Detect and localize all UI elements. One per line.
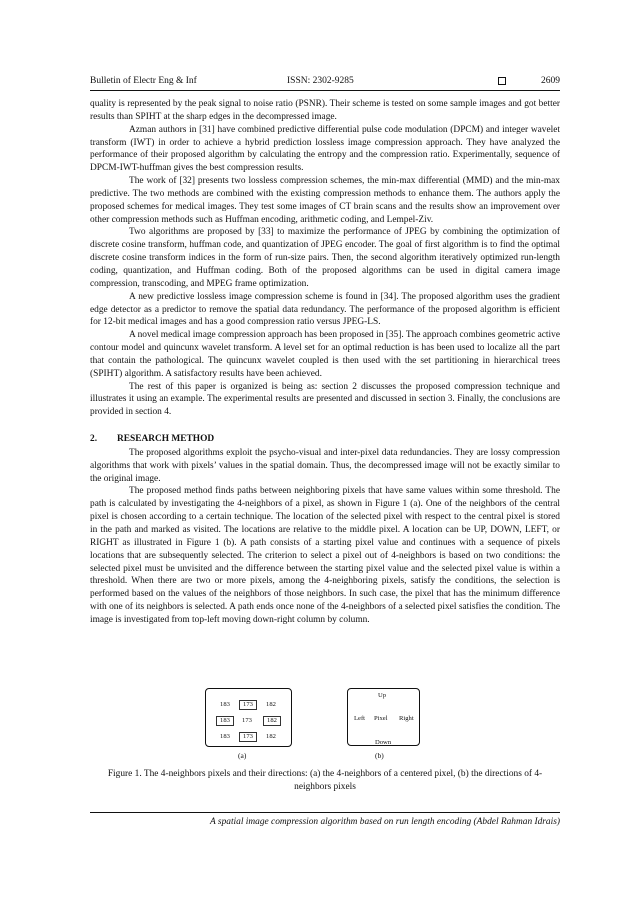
grid-cell: 183 (220, 701, 230, 708)
direction-up: Up (378, 692, 387, 699)
paragraph: The proposed algorithms exploit the psycho-visual and inter-pixel data redundancies. They are lossy compression algorithms that work with pixels’ values in the spatial domain. Thus, the decompressed image will not be exactly similar to the original image. (90, 447, 560, 484)
section-heading (90, 433, 560, 446)
paragraph: The proposed method finds paths between neighboring pixels that have same values within some threshold. The path is calculated by investigating the 4-neighbors of a pixel, as shown in Figure 1 (a). One of the neighbors of the central pixel is chosen according to a certain technique. The location of the selected pixel with respect to the central pixel is stored in the path and marked as visited. The locations are relative to the middle pixel. A location can be UP, DOWN, LEFT, or RIGHT as illustrated in Figure 1 (b). A path consists of a starting pixel value and continues with a sequence of pixels locations that are subsequently selected. The criterion to select a pixel out of 4-neighbors is based on two conditions: the selected pixel must be unvisited and the difference between the starting pixel value and the selected pixel value is within a threshold. When there are two or more pixels, among the 4-neighboring pixels, satisfy the conditions, the selection is performed based on the values of the neighbors of those neighbors. In such case, the pixel that has the minimum difference with one of its neighbors is selected. A path ends once none of the 4-neighbors of a selected pixel satisfies the condition. The image is investigated from top-left moving down-right column by column. (90, 486, 560, 625)
section-title: RESEARCH METHOD (117, 434, 215, 445)
figure-neighbors-grid (205, 688, 292, 747)
footer-rule (90, 812, 560, 813)
grid-cell-center: 173 (242, 717, 252, 724)
paragraph: Azman authors in [31] have combined predictive differential pulse code modulation (DPCM) and integer wavelet transform (IWT) in order to achieve a hybrid prediction lossless image compression approach. They have analyzed the performance of their proposed algorithm by calculating the entropy and the compression ratio. Experimentally, sequence of DPCM-IWT-huffman gives the best compression results. (90, 124, 560, 174)
paragraph: A new predictive lossless image compression scheme is found in [34]. The proposed algorithm uses the gradient edge detector as a predictor to remove the spatial data redundancy. The performance of the proposed algorithm is efficient for 12-bit medical images and has a good compression ratio versus JPEG-LS. (90, 291, 560, 328)
running-header (90, 76, 560, 90)
subfigure-label-b: (b) (375, 751, 384, 760)
grid-cell-neighbor: 183 (216, 716, 234, 726)
grid-cell-neighbor: 173 (239, 732, 257, 742)
paragraph: The work of [32] presents two lossless compression schemes, the min-max differential (MMD) and the min-max predictive. The two methods are combined with the existing compression methods to enhance them. The authors apply the proposed schemes for medical images. They test some images of CT brain scans and the results show an improvement over other compression methods such as Huffman encoding, arithmetic coding, and Lempel-Ziv. (90, 176, 560, 225)
page-number: 2609 (541, 76, 560, 86)
paragraph: A novel medical image compression approach has been proposed in [35]. The approach combines geometric active contour model and quincunx wavelet transform. A level set for an optimal reduction is has been used to localize all the part that contain the pathological. The quincunx wavelet coupled is then used with the set partitioning in hierarchical trees (SPIHT) algorithm. A satisfactory results have been achieved. (90, 330, 560, 379)
grid-cell-neighbor: 182 (263, 716, 281, 726)
figure-caption: Figure 1. The 4-neighbors pixels and their directions: (a) the 4-neighbors of a centered pixel, (b) the directions of 4-neighbors pixels (107, 769, 543, 792)
grid-cell-neighbor: 173 (239, 700, 257, 710)
paragraph: Two algorithms are proposed by [33] to maximize the performance of JPEG by combining the optimization of discrete cosine transform, huffman code, and quantization of JPEG encoder. The goal of first algorithm is to find the optimal discrete cosine transform indices in the form of run-size pairs. Then, the second algorithm iteratively optimized run-length coding, quantization, and Huffman coding. Both of the proposed algorithms can be used in digital camera image compression, transcoding, and MPEG frame optimization. (90, 227, 560, 289)
grid-cell: 182 (266, 701, 276, 708)
running-footer: A spatial image compression algorithm based on run length encoding (Abdel Rahman Idrais) (210, 817, 560, 827)
direction-down: Down (375, 739, 392, 746)
section-number: 2. (90, 434, 98, 445)
paragraph: The rest of this paper is organized is being as: section 2 discusses the proposed compression technique and illustrates it using an example. The experimental results are presented and discussed in section 3. Finally, the conclusions are provided in section 4. (90, 381, 560, 418)
body-text (90, 98, 560, 627)
subfigure-label-a: (a) (238, 751, 247, 760)
direction-left: Left (354, 715, 365, 722)
direction-center: Pixel (374, 715, 388, 722)
paragraph: quality is represented by the peak signal to noise ratio (PSNR). Their scheme is tested on some sample images and got better results than SPIHT at the sharp edges in the decompressed image. (90, 99, 560, 122)
grid-cell: 182 (266, 733, 276, 740)
checkbox-square-icon (498, 77, 506, 85)
grid-cell: 183 (220, 733, 230, 740)
direction-right: Right (399, 715, 414, 722)
figure-directions (347, 688, 420, 746)
header-rule (90, 90, 560, 91)
journal-name: Bulletin of Electr Eng & Inf (90, 76, 197, 86)
issn: ISSN: 2302-9285 (287, 76, 354, 86)
